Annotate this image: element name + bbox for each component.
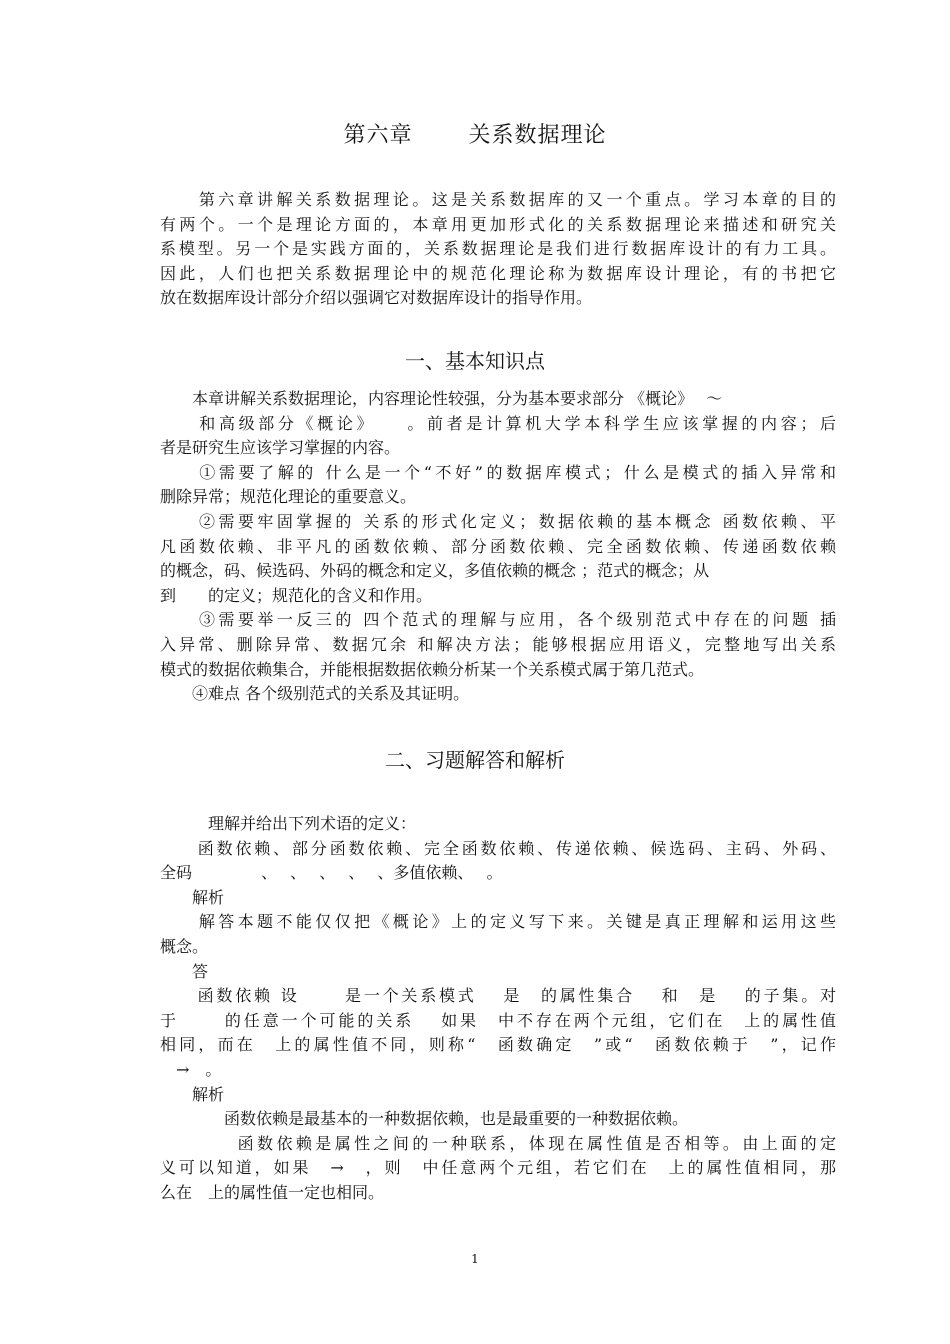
- intro-line: 因此，人们也把关系数据理论中的规范化理论称为数据库设计理论，有的书把它: [160, 263, 836, 283]
- intro-line: 有两个。一个是理论方面的，本章用更加形式化的关系数据理论来描述和研究关: [160, 214, 836, 234]
- intro-paragraph: [160, 188, 836, 311]
- body-line: 删除异常；规范化理论的重要意义。: [160, 487, 417, 507]
- body-line: 函数依赖、部分函数依赖、完全函数依赖、传递依赖、候选码、主码、外码、: [160, 838, 836, 858]
- body-line: 理解并给出下列术语的定义：: [160, 814, 417, 833]
- body-line: 相同，而在 上的属性值不同，则称“ 函数确定 ”或“ 函数依赖于 ”，记作: [160, 1035, 836, 1055]
- chapter-title: [0, 118, 950, 149]
- body-line: ②需要牢固掌握的 关系的形式化定义；数据依赖的基本概念 函数依赖、平: [160, 511, 836, 531]
- body-line: ①需要了解的 什么是一个“不好”的数据库模式；什么是模式的插入异常和: [160, 462, 836, 482]
- section-heading-basics: 一、基本知识点: [405, 349, 545, 373]
- chapter-name: 关系数据理论: [468, 123, 607, 148]
- body-line: 函数依赖是属性之间的一种联系，体现在属性值是否相等。由上面的定: [160, 1133, 836, 1153]
- section-heading-exercises: 二、习题解答和解析: [385, 748, 565, 772]
- body-line: 么在 上的属性值一定也相同。: [160, 1182, 385, 1202]
- body-line: 函数依赖 设 是一个关系模式 是 的属性集合 和 是 的子集。对: [160, 986, 836, 1006]
- intro-line: 系模型。另一个是实践方面的，关系数据理论是我们进行数据库设计的有力工具。: [160, 239, 836, 259]
- body-line: 义可以知道，如果 → ，则 中任意两个元组，若它们在 上的属性值相同，那: [160, 1158, 836, 1178]
- body-line: 入异常、删除异常、数据冗余 和解决方法；能够根据应用语义，完整地写出关系: [160, 634, 836, 654]
- body-line: 解析: [160, 1084, 225, 1104]
- body-line: 函数依赖是最基本的一种数据依赖，也是最重要的一种数据依赖。: [160, 1109, 689, 1129]
- chapter-number: 第六章: [343, 123, 413, 148]
- body-line: 的概念，码、候选码、外码的概念和定义，多值依赖的概念 ；范式的概念；从: [160, 561, 710, 581]
- intro-line: 第六章讲解关系数据理论。这是关系数据库的又一个重点。学习本章的目的: [160, 190, 836, 209]
- body-line: 模式的数据依赖集合，并能根据数据依赖分析某一个关系模式属于第几范式。: [160, 659, 705, 679]
- body-line: 和高级部分《概论》 。前者是计算机大学本科学生应该掌握的内容；后: [160, 413, 836, 433]
- body-line: 概念。: [160, 936, 209, 956]
- section-basics-body: [160, 387, 836, 707]
- body-line: 本章讲解关系数据理论，内容理论性较强，分为基本要求部分 《概论》 ～: [160, 389, 723, 408]
- body-line: 凡函数依赖、非平凡的函数依赖、部分函数依赖、完全函数依赖、传递函数依赖: [160, 536, 836, 556]
- body-line: 者是研究生应该学习掌握的内容。: [160, 438, 401, 458]
- section-exercises-body: [160, 812, 836, 1206]
- body-line: 于 的任意一个可能的关系 如果 中不存在两个元组，它们在 上的属性值: [160, 1010, 836, 1030]
- intro-line: 放在数据库设计部分介绍以强调它对数据库设计的指导作用。: [160, 288, 593, 308]
- body-line: ③需要举一反三的 四个范式的理解与应用，各个级别范式中存在的问题 插: [160, 610, 836, 630]
- body-line: ④难点 各个级别范式的关系及其证明。: [160, 684, 470, 704]
- body-line: → 。: [160, 1059, 222, 1079]
- body-line: 解答本题不能仅仅把《概论》上的定义写下来。关键是真正理解和运用这些: [160, 912, 836, 932]
- page-number: 1: [471, 1252, 479, 1266]
- body-line: 解析: [160, 887, 225, 907]
- body-line: 到 的定义；规范化的含义和作用。: [160, 585, 433, 605]
- body-line: 答: [160, 961, 209, 981]
- body-line: 全码 、 、 、 、 、多值依赖、 。: [160, 863, 503, 883]
